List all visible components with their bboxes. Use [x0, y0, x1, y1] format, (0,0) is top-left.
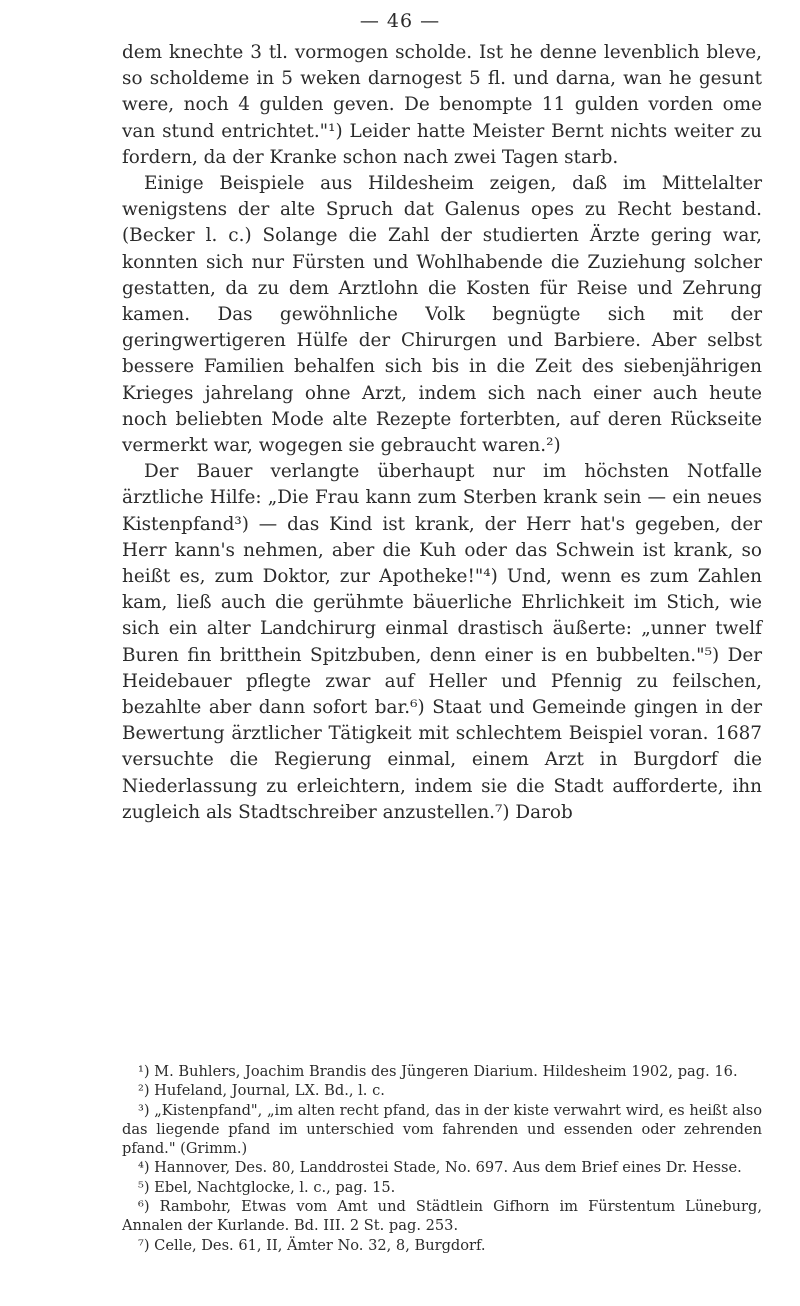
footnote: ⁷) Celle, Des. 61, II, Ämter No. 32, 8, Burgdorf.	[138, 1236, 486, 1254]
footnote: ²) Hufeland, Journal, LX. Bd., l. c.	[138, 1082, 385, 1100]
page-number: — 46 —	[359, 10, 441, 32]
footnote: ³) „Kistenpfand", „im alten recht pfand, das in der kiste verwahrt wird, es heißt also das liegende pfand im unterschied vom fahrenden und essenden oder zehrenden pfand." (Grimm.)	[122, 1101, 762, 1158]
footnote: ⁴) Hannover, Des. 80, Landdrostei Stade, No. 697. Aus dem Brief eines Dr. Hesse.	[138, 1159, 742, 1177]
footnotes	[122, 1062, 762, 1255]
paragraph: dem knechte 3 tl. vormogen scholde. Ist he denne levenblich bleve, so scholdeme in 5 weken darnogest 5 fl. und darna, wan he gesunt were, noch 4 gulden geven. De benompte 11 gulden vorden ome van stund entrichtet."¹) Leider hatte Meister Bernt nichts weiter zu fordern, da der Kranke schon nach zwei Tagen starb.	[122, 42, 762, 168]
paragraph: Der Bauer verlangte überhaupt nur im höchsten Notfalle ärztliche Hilfe: „Die Frau kann zum Sterben krank sein — ein neues Kistenpfand³) — das Kind ist krank, der Herr hat's gegeben, der Herr kann's nehmen, aber die Kuh oder das Schwein ist krank, so heißt es, zum Doktor, zur Apotheke!"⁴) Und, wenn es zum Zahlen kam, ließ auch die gerühmte bäuerliche Ehrlichkeit im Stich, wie sich ein alter Landchirurg einmal drastisch äußerte: „unner twelf Buren fin britthein Spitzbuben, denn einer is en bubbelten."⁵) Der Heidebauer pflegte zwar auf Heller und Pfennig zu feilschen, bezahlte aber dann sofort bar.⁶) Staat und Gemeinde gingen in der Bewertung ärztlicher Tätigkeit mit schlechtem Beispiel voran. 1687 versuchte die Regierung einmal, einem Arzt in Burgdorf die Niederlassung zu erleichtern, indem sie die Stadt aufforderte, ihn zugleich als Stadtschreiber anzustellen.⁷) Darob	[122, 461, 762, 823]
main-text	[122, 40, 762, 826]
footnote: ⁵) Ebel, Nachtglocke, l. c., pag. 15.	[138, 1178, 396, 1196]
footnote: ⁶) Rambohr, Etwas vom Amt und Städtlein Gifhorn im Fürstentum Lüneburg, Annalen der Kurlande. Bd. III. 2 St. pag. 253.	[122, 1198, 762, 1235]
paragraph: Einige Beispiele aus Hildesheim zeigen, daß im Mittelalter wenigstens der alte Spruch dat Galenus opes zu Recht bestand. (Becker l. c.) Solange die Zahl der studierten Ärzte gering war, konnten sich nur Fürsten und Wohlhabende die Zuziehung solcher gestatten, da zu dem Arztlohn die Kosten für Reise und Zehrung kamen. Das gewöhnliche Volk begnügte sich mit der geringwertigeren Hülfe der Chirurgen und Barbiere. Aber selbst bessere Familien behalfen sich bis in die Zeit des siebenjährigen Krieges jahrelang ohne Arzt, indem sich nach einer auch heute noch beliebten Mode alte Rezepte forterbten, auf deren Rückseite vermerkt war, wogegen sie gebraucht waren.²)	[122, 173, 762, 457]
footnote: ¹) M. Buhlers, Joachim Brandis des Jüngeren Diarium. Hildesheim 1902, pag. 16.	[138, 1063, 738, 1080]
